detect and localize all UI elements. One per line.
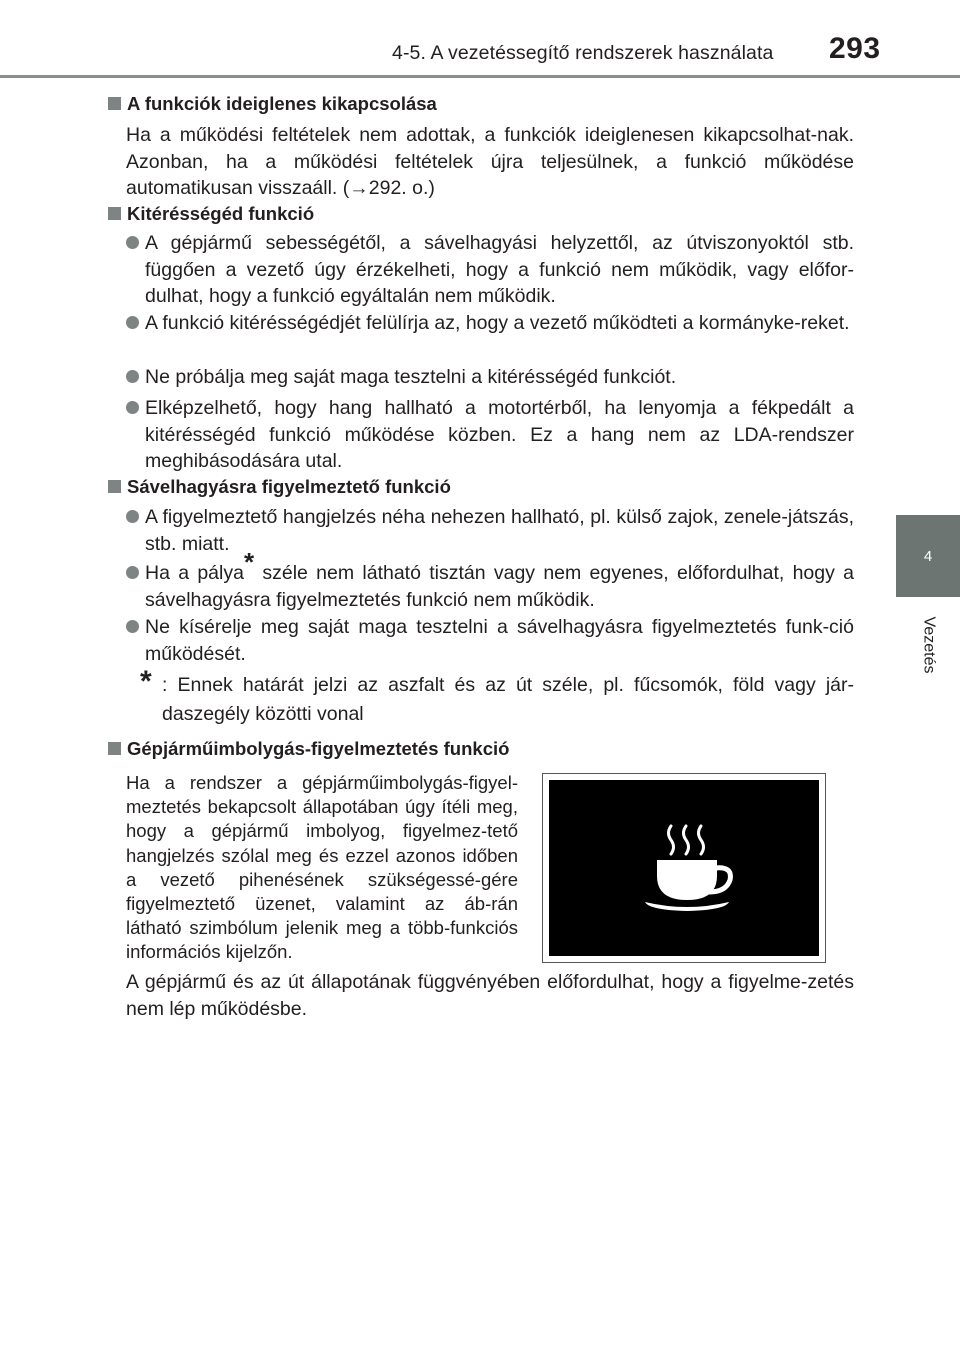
chapter-number: 4 [923, 547, 933, 565]
bullet-item: Ne próbálja meg saját maga tesztelni a kitérésségéd funkciót. [126, 364, 854, 391]
bullet-icon [126, 316, 139, 329]
section-heading: A funkciók ideiglenes kikapcsolása [108, 93, 437, 115]
bullet-icon [126, 236, 139, 249]
footnote-mark: * [140, 665, 152, 698]
coffee-cup-icon [549, 780, 821, 958]
chapter-tab [896, 515, 960, 597]
paragraph: Ha a működési feltételek nem adottak, a funkciók ideiglenesen kikapcsolhat-nak. Azonban, ha a működési feltételek újra teljesülnek, a funkció működése automatikusan visszaáll. (→292. o.) [126, 124, 854, 199]
bullet-icon [126, 370, 139, 383]
bullet-item: A gépjármű sebességétől, a sávelhagyási helyzettől, az útviszonyoktól stb. függően a vezető úgy érzékelheti, hogy a funkció nem működik, vagy előfor-dulhat, hogy a funkció egyáltalán nem működik. [126, 230, 854, 310]
heading-marker [108, 207, 121, 220]
heading-marker [108, 742, 121, 755]
bullet-icon [126, 510, 139, 523]
heading-marker [108, 97, 121, 110]
bullet-icon [126, 566, 139, 579]
footnote-reference: * [243, 547, 255, 577]
running-header: 4-5. A vezetéssegítő rendszerek használata [392, 42, 774, 64]
display-illustration [542, 773, 826, 963]
page-number: 293 [829, 32, 881, 65]
header-rule [0, 75, 960, 78]
bullet-icon [126, 401, 139, 414]
bullet-icon [126, 620, 139, 633]
bullet-item: A figyelmeztető hangjelzés néha nehezen hallható, pl. külső zajok, zenele-játszás, stb. miatt. [126, 504, 854, 557]
chapter-label: Vezetés [920, 616, 937, 673]
bullet-item: Ha a pálya* széle nem látható tisztán vagy nem egyenes, előfordulhat, hogy a sávelhagyásra figyelmeztetés funkció nem működik. [126, 560, 854, 613]
bullet-item: A funkció kitérésségédjét felülírja az, hogy a vezető működteti a kormányke-reket. [126, 310, 854, 337]
footnote: * : Ennek határát jelzi az aszfalt és az út széle, pl. fűcsomók, föld vagy jár-daszegély közötti vonal [140, 665, 854, 725]
heading-marker [108, 480, 121, 493]
bullet-item: Elképzelhető, hogy hang hallható a motortérből, ha lenyomja a fékpedált a kitérésségéd funkció működése közben. Ez a hang nem az LDA-rendszer meghibásodására utal. [126, 395, 854, 475]
chapter-tab-label [896, 597, 960, 692]
multi-info-display [549, 780, 819, 956]
section-heading: Sávelhagyásra figyelmeztető funkció [108, 476, 451, 498]
section-heading: Gépjárműimbolygás-figyelmeztetés funkció [108, 738, 509, 760]
bullet-item: Ne kísérelje meg saját maga tesztelni a sávelhagyásra figyelmeztetés funk-ció működését. [126, 614, 854, 667]
paragraph: A gépjármű és az út állapotának függvényében előfordulhat, hogy a figyelme-zetés nem lép működésbe. [126, 971, 854, 1020]
section-heading: Kitérésségéd funkció [108, 203, 314, 225]
paragraph: Ha a rendszer a gépjárműimbolygás-figyel-meztetés bekapcsolt állapotában úgy ítéli meg, hogy a gépjármű imbolyog, figyelmez-tető hangjelzés szólal meg és ezzel azonos időben a vezető pihenésének szükségessé-gére figyelmeztető üzenet, valamint az áb-rán látható szimbólum jelenik meg a több-funkciós információs kijelzőn. [126, 772, 518, 963]
